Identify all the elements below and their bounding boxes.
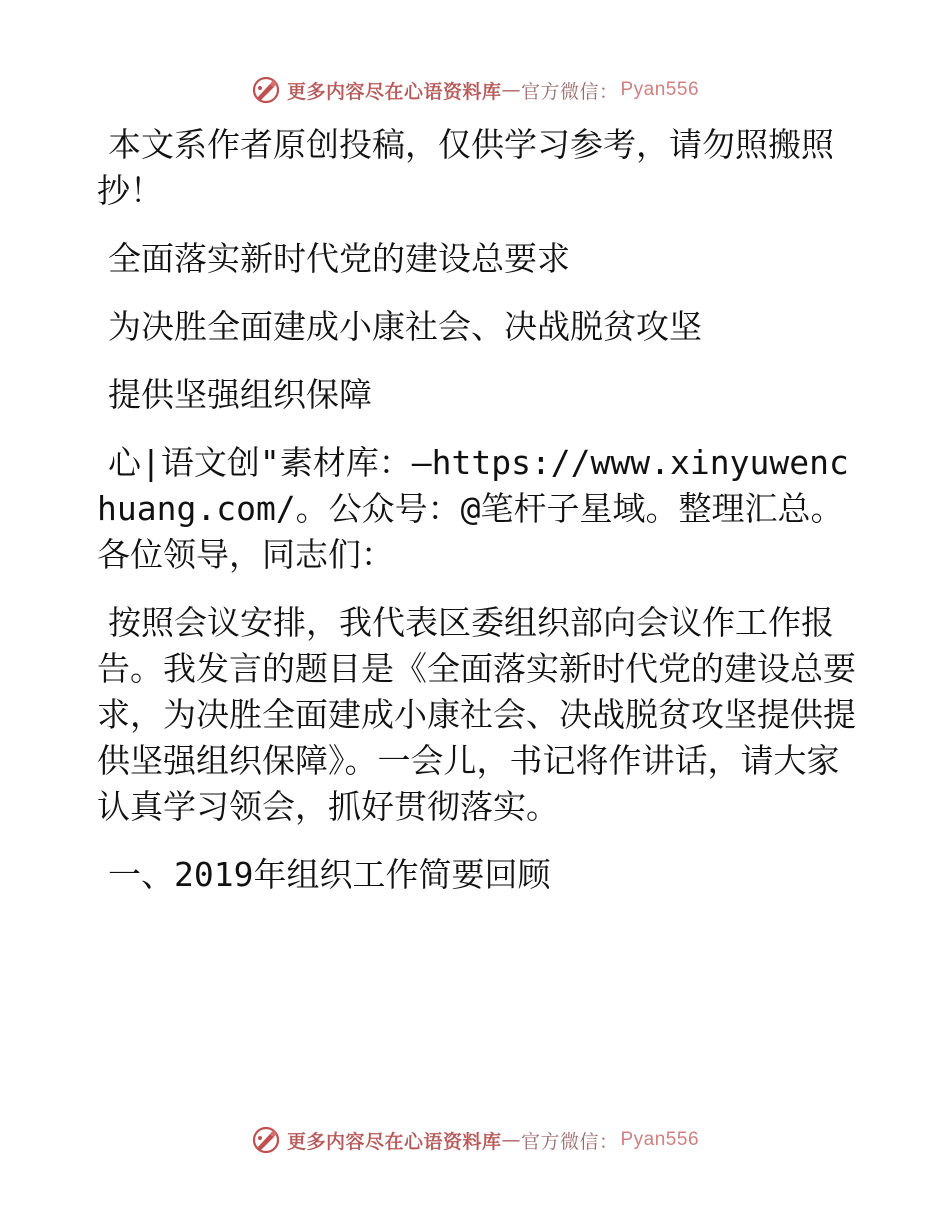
watermark-dash: — [501,1129,521,1151]
watermark-wechat-id: Pyan556 [620,79,700,100]
watermark-sub-text: 官方微信： [520,1130,619,1153]
document-body [97,122,857,920]
watermark-main-text: 更多内容尽在心语资料库 [286,1130,502,1153]
title-line-3: 提供坚强组织保障 [108,375,372,414]
footer-watermark [0,1122,950,1158]
section-heading: 一、2019年组织工作简要回顾 [108,855,551,894]
watermark-wechat-id: Pyan556 [620,1129,700,1150]
watermark-main-text: 更多内容尽在心语资料库 [286,80,502,103]
header-watermark [0,72,950,108]
watermark-sub-text: 官方微信： [520,80,619,103]
pen-logo-icon [251,75,281,105]
pen-logo-icon [251,1125,281,1155]
title-line-1: 全面落实新时代党的建设总要求 [108,239,570,278]
title-line-2: 为决胜全面建成小康社会、决战脱贫攻坚 [108,307,702,346]
watermark-dash: — [501,79,521,101]
disclaimer-paragraph: 本文系作者原创投稿，仅供学习参考，请勿照搬照抄！ [97,125,834,210]
source-paragraph: 心|语文创"素材库：—https://www.xinyuwenchuang.com/。公众号：@笔杆子星域。整理汇总。各位领导，同志们： [97,443,849,574]
intro-paragraph: 按照会议安排，我代表区委组织部向会议作工作报告。我发言的题目是《全面落实新时代党的建设总要求，为决胜全面建成小康社会、决战脱贫攻坚提供提供坚强组织保障》。一会儿，书记将作讲话，请大家认真学习领会，抓好贯彻落实。 [97,603,856,826]
